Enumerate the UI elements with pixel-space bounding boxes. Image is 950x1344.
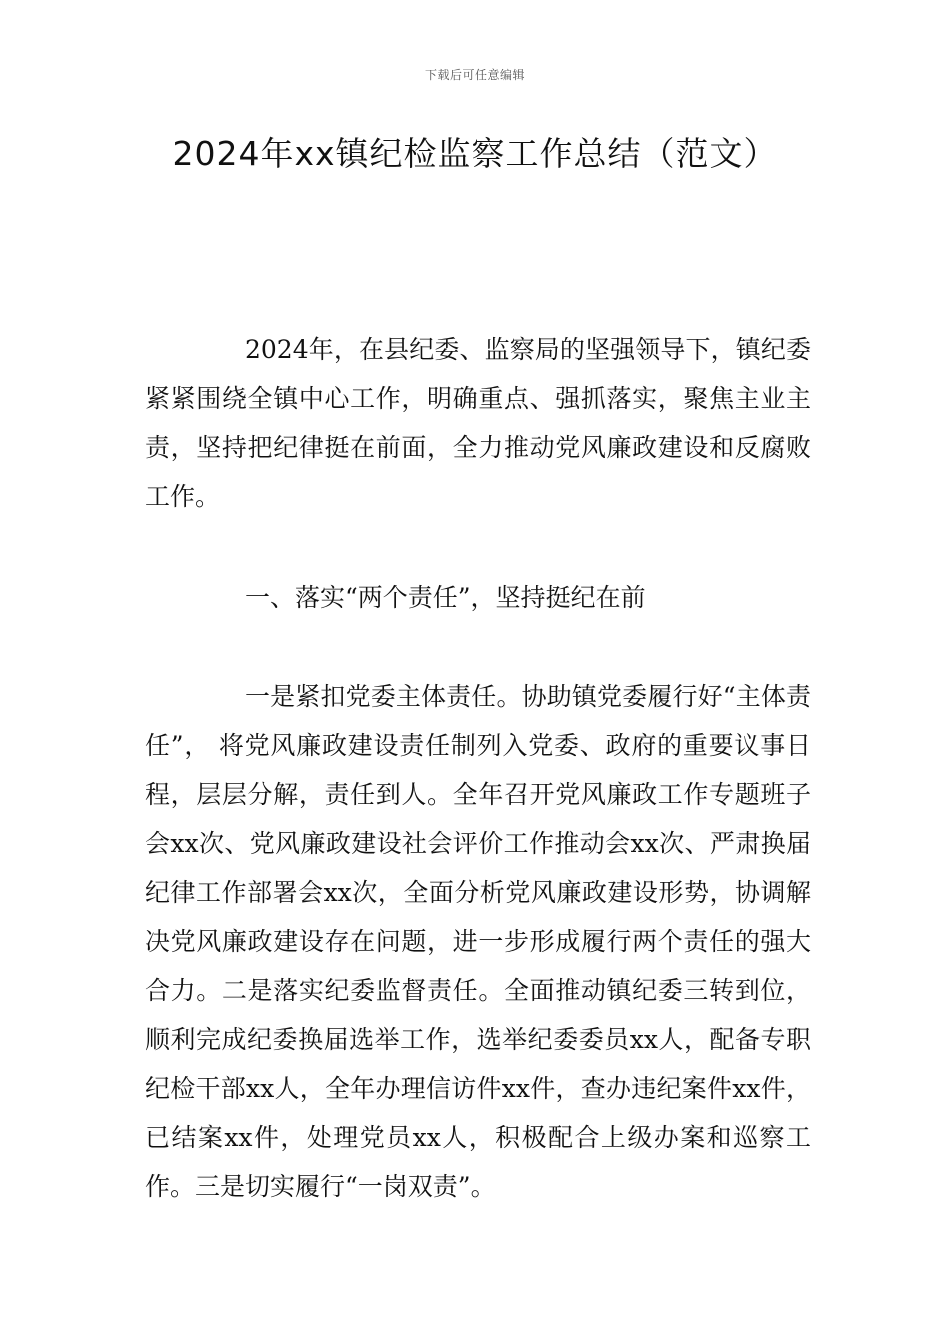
section-heading: 一、落实“两个责任”，坚持挺纪在前 [245,583,646,612]
intro-paragraph: 2024年，在县纪委、监察局的坚强领导下，镇纪委紧紧围绕全镇中心工作，明确重点、强抓落实，聚焦主业主责，坚持把纪律挺在前面，全力推动党风廉政建设和反腐败工作。 [145,335,811,511]
section-paragraph: 一是紧扣党委主体责任。协助镇党委履行好“主体责任”， 将党风廉政建设责任制列入党委、政府的重要议事日程，层层分解，责任到人。全年召开党风廉政工作专题班子会xx次、党风廉政建设社会评价工作推动会xx次、严肃换届纪律工作部署会xx次，全面分析党风廉政建设形势，协调解决党风廉政建设存在问题，进一步形成履行两个责任的强大合力。二是落实纪委监督责任。全面推动镇纪委三转到位，顺利完成纪委换届选举工作，选举纪委委员xx人，配备专职纪检干部xx人，全年办理信访件xx件，查办违纪案件xx件，已结案xx件，处理党员xx人，积极配合上级办案和巡察工作。三是切实履行“一岗双责”。 [145,682,811,1201]
document-title: 2024年xx镇纪检监察工作总结（范文） [172,134,778,173]
header-note: 下载后可任意编辑 [424,68,525,82]
